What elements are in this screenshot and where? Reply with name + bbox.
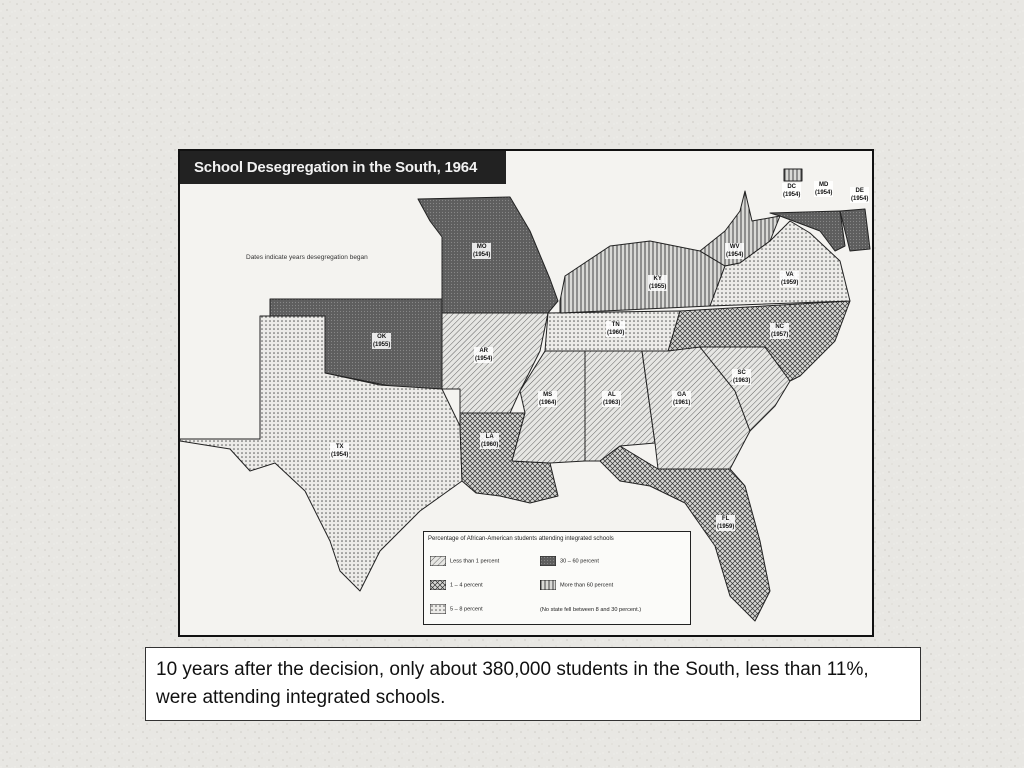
- map-legend: [423, 531, 691, 625]
- label-mississippi: MS (1964): [539, 392, 557, 406]
- label-delaware: DE (1954): [851, 188, 869, 202]
- legend-note: (No state fell between 8 and 30 percent.): [540, 607, 642, 613]
- caption-box: [145, 647, 921, 721]
- label-kentucky: KY (1955): [649, 276, 667, 290]
- legend-item-30-60: 30 – 60 percent: [540, 556, 599, 566]
- legend-item-5-8: 5 – 8 percent: [430, 604, 483, 614]
- map-note: Dates indicate years desegregation began: [246, 254, 368, 261]
- label-virginia: VA (1959): [781, 272, 799, 286]
- caption-text: 10 years after the decision, only about 380,000 students in the South, less than 11%, were attending integrated schools.: [156, 659, 869, 708]
- label-florida: FL (1959): [717, 516, 735, 530]
- legend-item-less-than-1: Less than 1 percent: [430, 556, 499, 566]
- label-north-carolina: NC (1957): [771, 324, 789, 338]
- label-south-carolina: SC (1963): [733, 370, 751, 384]
- label-oklahoma: OK (1955): [373, 334, 391, 348]
- legend-title: Percentage of African-American students attending integrated schools: [428, 536, 614, 542]
- map-title: School Desegregation in the South, 1964: [180, 151, 506, 184]
- label-georgia: GA (1961): [673, 392, 691, 406]
- label-texas: TX (1954): [331, 444, 349, 458]
- label-louisiana: LA (1960): [481, 434, 499, 448]
- label-alabama: AL (1963): [603, 392, 621, 406]
- label-arkansas: AR (1954): [475, 348, 493, 362]
- state-kentucky: [560, 241, 725, 313]
- label-missouri: MO (1954): [473, 244, 491, 258]
- label-west-virginia: WV (1954): [726, 244, 744, 258]
- map-figure: [178, 149, 874, 637]
- dc-marker: [784, 169, 802, 181]
- label-maryland: MD (1954): [815, 182, 833, 196]
- label-tennessee: TN (1960): [607, 322, 625, 336]
- legend-item-more-than-60: More than 60 percent: [540, 580, 613, 590]
- legend-item-1-4: 1 – 4 percent: [430, 580, 483, 590]
- label-dc: DC (1954): [783, 184, 801, 198]
